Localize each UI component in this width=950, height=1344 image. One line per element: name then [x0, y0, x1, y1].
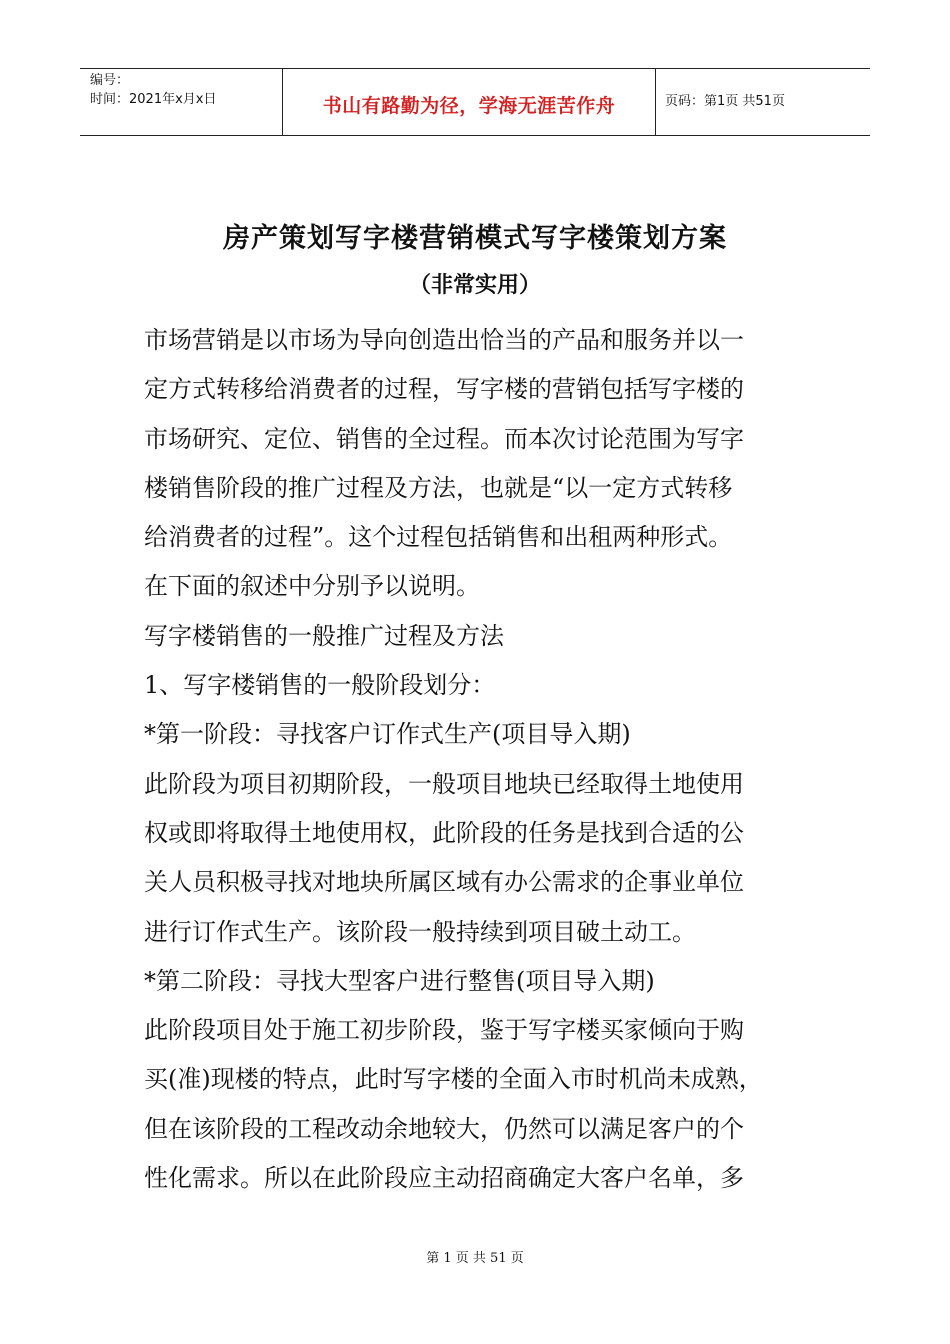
body-line: 市场研究、定位、销售的全过程。而本次讨论范围为写字: [144, 424, 744, 453]
document-subtitle: （非常实用）: [408, 273, 541, 298]
body-line: 进行订作式生产。该阶段一般持续到项目破土动工。: [144, 917, 696, 946]
time-label: 时间：2021年x月x日: [90, 92, 217, 107]
body-line: 性化需求。所以在此阶段应主动招商确定大客户名单，多: [144, 1164, 744, 1193]
header-table: [80, 68, 870, 136]
header-left-cell: [80, 69, 282, 135]
header-center-cell: [282, 69, 656, 135]
body-line: 定方式转移给消费者的过程，写字楼的营销包括写字楼的: [144, 375, 744, 404]
stage-heading: *第一阶段：寻找客户订作式生产(项目导入期): [144, 720, 631, 749]
header-right-cell: [655, 69, 870, 135]
body-line: 此阶段为项目初期阶段，一般项目地块已经取得土地使用: [144, 769, 744, 798]
body-line: 关人员积极寻找对地块所属区域有办公需求的企事业单位: [144, 868, 744, 897]
body-line: 在下面的叙述中分别予以说明。: [144, 572, 480, 601]
number-label: 编号：: [90, 73, 130, 88]
body-line: 买(准)现楼的特点，此时写字楼的全面入市时机尚未成熟，: [144, 1065, 763, 1094]
page-footer: 第 1 页 共 51 页: [426, 1251, 524, 1266]
document-body: [144, 316, 824, 1203]
document-title: 房产策划写字楼营销模式写字楼策划方案: [223, 223, 727, 254]
section-heading: 写字楼销售的一般推广过程及方法: [144, 621, 504, 650]
body-line: 楼销售阶段的推广过程及方法，也就是“以一定方式转移: [144, 473, 733, 502]
body-line: 此阶段项目处于施工初步阶段，鉴于写字楼买家倾向于购: [144, 1016, 744, 1045]
body-line: 市场营销是以市场为导向创造出恰当的产品和服务并以一: [144, 326, 744, 354]
body-line: 但在该阶段的工程改动余地较大，仍然可以满足客户的个: [144, 1114, 744, 1143]
body-line: 权或即将取得土地使用权，此阶段的任务是找到合适的公: [144, 818, 744, 847]
body-line: 给消费者的过程”。这个过程包括销售和出租两种形式。: [144, 523, 733, 552]
section-heading: 1、写字楼销售的一般阶段划分：: [144, 671, 496, 700]
stage-heading: *第二阶段：寻找大型客户进行整售(项目导入期): [144, 966, 655, 995]
page-info: 页码：第1页 共51页: [665, 94, 785, 109]
motto-text: 书山有路勤为径，学海无涯苦作舟: [322, 95, 616, 117]
